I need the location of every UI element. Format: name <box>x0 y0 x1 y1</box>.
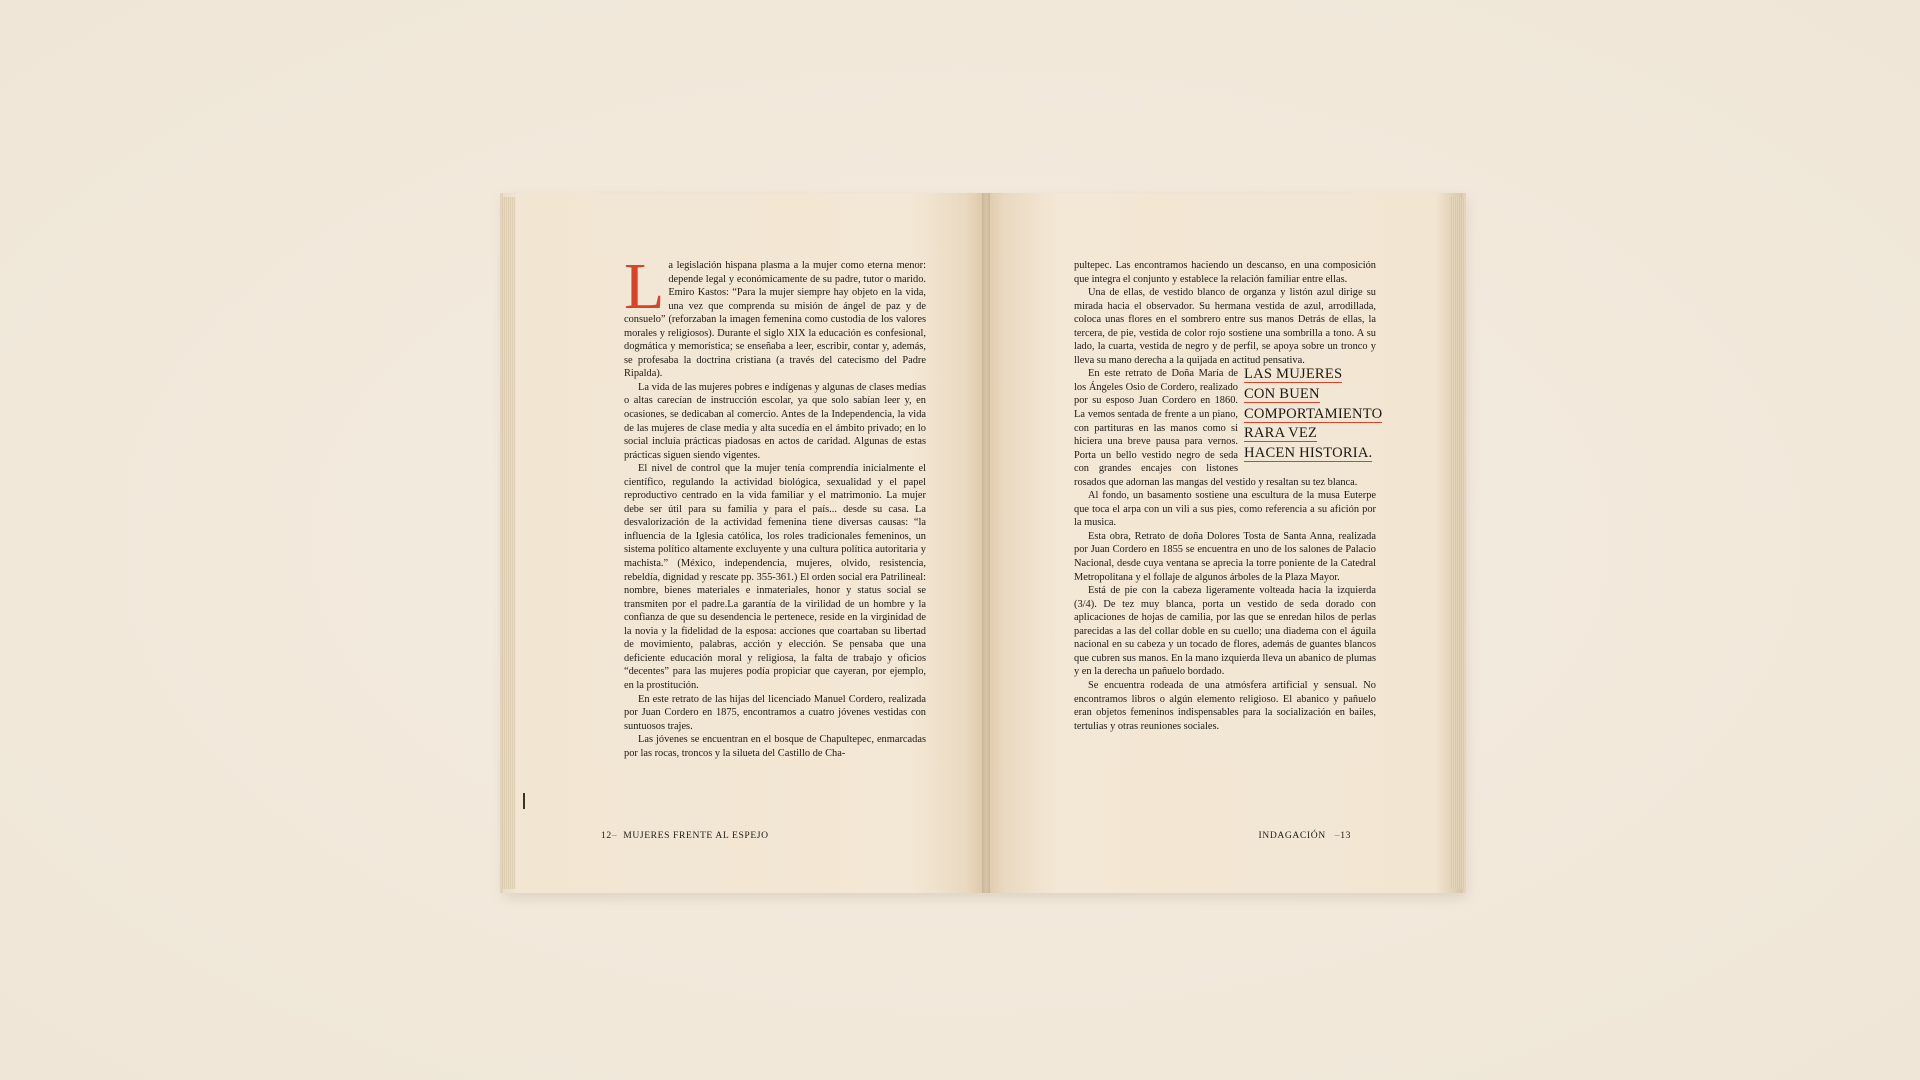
pull-quote-line: COMPORTAMIENTO <box>1244 405 1383 422</box>
pull-quote <box>1244 365 1416 463</box>
body-paragraph: En este retrato de las hijas del licenciado Manuel Cordero, realizada por Juan Cordero en 1875, encontramos a cuatro jóvenes vestidas con suntuosos trajes. <box>624 693 926 732</box>
pull-quote-line: HACEN HISTORIA. <box>1244 444 1373 461</box>
left-text-column <box>624 250 926 760</box>
right-text-column <box>1074 259 1383 733</box>
body-paragraph: Está de pie con la cabeza ligeramente volteada hacia la izquierda (3/4). De tez muy blanca, porta un vestido de seda dorado con aplicaciones de hojas de camilia, por las que se enredan hilos de perlas parecidas a las del collar doble en su cuello; una diadema con el águila nacional en su cabeza y un tocado de flores, además de guantes blancos que cubren sus manos. En la mano izquierda lleva un abanico de plumas y en la derecha un pañuelo bordado. <box>1074 585 1376 678</box>
drop-cap: L <box>624 250 665 323</box>
left-page <box>500 193 985 893</box>
book-gutter <box>982 193 990 893</box>
body-paragraph: Esta obra, Retrato de doña Dolores Tosta de Santa Anna, realizada por Juan Cordero en 1855 se encuentra en uno de los salones de Palacio Nacional, desde cuya ventana se aprecia la torre poniente de la Catedral Metropolitana y el follaje de algunos árboles de la Plaza Mayor. <box>1074 530 1376 583</box>
body-paragraph: Al fondo, un basamento sostiene una escultura de la musa Euterpe que toca el arpa con un vili a sus pies, como referencia a su afición por la musica. <box>1074 490 1376 529</box>
pull-quote-line: CON BUEN <box>1244 385 1320 402</box>
right-folio <box>1259 830 1352 841</box>
pullquote-paragraph <box>1074 366 1383 489</box>
opening-paragraph <box>624 250 926 381</box>
running-title: MUJERES FRENTE AL ESPEJO <box>623 830 769 841</box>
body-paragraph: pultepec. Las encontramos haciendo un descanso, en una composición que integra el conjunto y establece la relación familiar entre ellas. <box>1074 260 1376 285</box>
left-folio <box>601 830 769 841</box>
page-number: 12 <box>601 830 612 841</box>
page-number: 13 <box>1340 830 1351 841</box>
folio-dash: – <box>1334 830 1341 841</box>
running-title: INDAGACIÓN <box>1258 830 1326 841</box>
body-paragraph: Una de ellas, de vestido blanco de organza y listón azul dirige su mirada hacia el observador. Su hermana vestida de azul, arrodillada, coloca unas flores en el sombrero entre sus manos Detrás de ellas, la tercera, de pie, vestida de color rojo sostiene una sombrilla a tono. A su lado, la cuarta, vestida de negro y de perfil, se apoya sobre un tronco y lleva su mano derecha a la quijada en actitud pensativa. <box>1074 287 1376 366</box>
body-paragraph: Las jóvenes se encuentran en el bosque de Chapultepec, enmarcadas por las rocas, troncos y la silueta del Castillo de Cha- <box>624 734 926 759</box>
pull-quote-line: RARA VEZ <box>1244 425 1318 442</box>
page-edge-right <box>1451 197 1465 889</box>
body-paragraph: El nivel de control que la mujer tenía comprendía inicialmente el científico, regulando la actividad biológica, sexualidad y el papel reproductivo centrado en la vida familiar y el matrimonio. La mujer debe ser útil para su familia y para el país... desde su casa. La desvalorización de la actividad femenina tiene diversas causas: “la influencia de la Iglesia católica, los roles tradicionales femeninos, un sistema político altamente excluyente y una cultura política autoritaria y machista.” (México, independencia, mujeres, olvido, resistencia, rebeldía, dignidad y rescate pp. 355-361.) El orden social era Patrilineal: nombre, bienes materiales e inmateriales, honor y status social se transmiten por el padre.La garantía de la virilidad de un hombre y la confianza de que su desendencia le pertenece, reside en la virginidad de la novia y la fidelidad de la esposa: acciones que coartaban su libertad de movimiento, palabras, acción y elección. Se pensaba que una deficiente educación moral y religiosa, la falta de trabajo y oficios “decentes” para las mujeres podía propiciar que cayeran, por ejemplo, en la prostitución. <box>624 463 926 691</box>
opening-paragraph-text: a legislación hispana plasma a la mujer como eterna menor: depende legal y económicamente de su padre, tutor o marido. Emiro Kastos: “Para la mujer siempre hay objeto en la vida, una vez que comprenda su misión de ángel de paz y de consuelo” (reforzaban la imagen femenina como custodia de los valores morales y religiosos). Durante el siglo XIX la educación es confesional, dogmática y memorística; se enseñaba a leer, escribir, contar y, además, se profesaba la doctrina cristiana (a través del catecismo del Padre Ripalda). <box>624 260 926 380</box>
folio-dash: – <box>611 830 618 841</box>
page-edge-left <box>501 197 515 889</box>
body-paragraph: La vida de las mujeres pobres e indígenas y algunas de clases medias o altas carecían de instrucción escolar, ya que solo sabían leer y, en ocasiones, se dedicaban al comercio. Antes de la Independencia, la vida de las mujeres de clase media y alta sucedía en el ámbito privado; en lo social incluía prácticas piadosas en actos de caridad. Algunas de estas prácticas siguen siendo vigentes. <box>624 381 926 461</box>
page-marker <box>523 793 525 809</box>
pull-quote-line: LAS MUJERES <box>1244 366 1343 383</box>
body-paragraph: Se encuentra rodeada de una atmósfera artificial y sensual. No encontramos libros o algún elemento religioso. El abanico y pañuelo eran objetos femeninos indispensables para la socialización en bailes, tertulias y otras reuniones sociales. <box>1074 679 1376 732</box>
pullquote-paragraph-text: En este retrato de Doña María de los Ángeles Osio de Cordero, realizado por su esposo Juan Cordero en 1860. La vemos sentada de frente a un piano, con partituras en las manos como si hiciera una breve pausa para vernos. Porta un bello vestido negro de seda con grandes encajes con listones rosados que adornan las mangas del vestido y resaltan su tez blanca. <box>1074 368 1358 488</box>
